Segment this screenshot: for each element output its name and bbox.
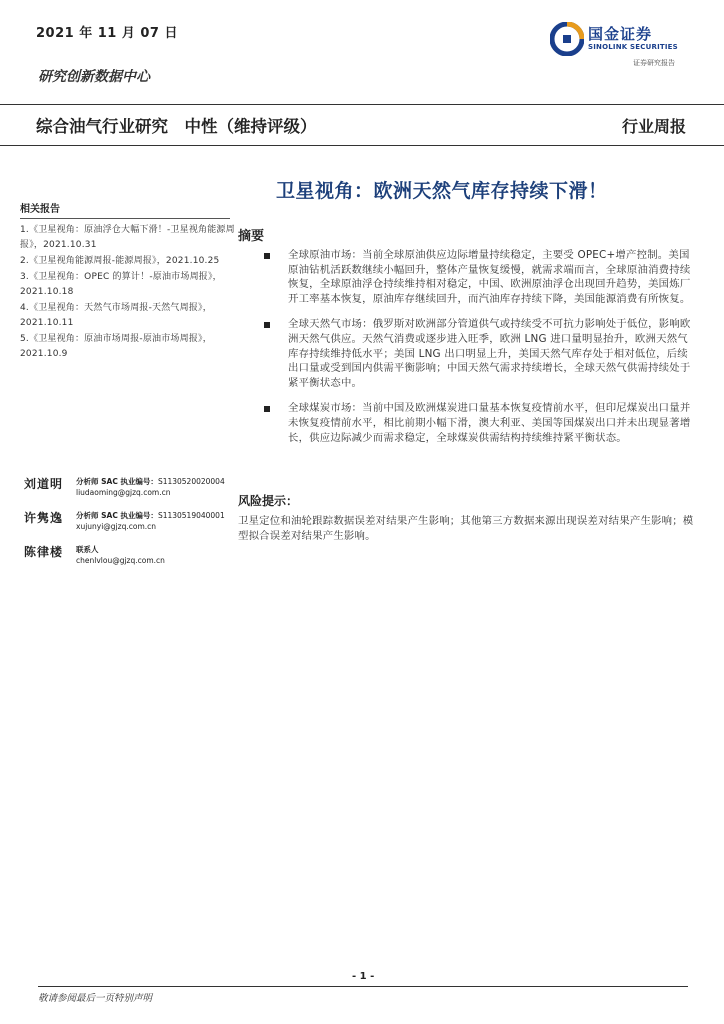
related-report-item: 4.《卫星视角：天然气市场周报-天然气周报》，2021.10.11 <box>20 303 212 328</box>
abstract-bullet-coal <box>258 401 694 445</box>
bullet-text: 全球煤炭市场：当前中国及欧洲煤炭进口量基本恢复疫情前水平，但印尼煤炭出口量并未恢复疫情前水平，相比前期小幅下滑，澳大利亚、美国等国煤炭出口并未出现显著增长，供应边际减少而需求稳定，全球煤炭供需结构持续维持紧平衡状态。 <box>288 402 691 444</box>
bullet-text: 全球天然气市场：俄罗斯对欧洲部分管道供气或持续受不可抗力影响处于低位，影响欧洲天然气供应。天然气消费或逐步进入旺季，欧洲 LNG 进口量明显抬升，欧洲天然气库存持续维持低水平；美国 LNG 出口明显上升，美国天然气库存处于相对低位，后续出口量或受到国内供需平衡影响；中国天然气需求持续增长，全球天然气供需持续处于紧平衡状态中。 <box>288 318 691 389</box>
analyst-sac-number: S1130520020004 <box>157 477 225 486</box>
footer-disclaimer: 敬请参阅最后一页特别声明 <box>38 993 153 1004</box>
footer-divider <box>38 986 688 987</box>
abstract-body <box>258 248 694 456</box>
risk-text: 卫星定位和油轮跟踪数据误差对结果产生影响；其他第三方数据来源出现误差对结果产生影响；模型拟合误差对结果产生影响。 <box>238 515 694 542</box>
bullet-square-icon <box>264 322 270 328</box>
analyst-info <box>76 544 165 566</box>
analyst-list <box>20 473 240 575</box>
logo-name: 国金证券 <box>588 25 653 43</box>
logo-english-name: SINOLINK SECURITIES <box>588 43 678 51</box>
report-type: 行业周报 <box>621 117 686 136</box>
related-report-item: 1.《卫星视角：原油浮仓大幅下滑！-卫星视角能源周报》，2021.10.31 <box>20 225 235 250</box>
page-title: 卫星视角：欧洲天然气库存持续下滑！ <box>276 180 608 202</box>
analyst-info <box>76 510 225 532</box>
analyst-email[interactable]: chenlvlou@gjzq.com.cn <box>76 556 165 565</box>
analyst-sac-label: 分析师 SAC 执业编号： <box>76 511 158 520</box>
related-report-item: 3.《卫星视角：OPEC 的算计！-原油市场周报》，2021.10.18 <box>20 272 222 297</box>
related-reports <box>20 200 240 363</box>
analyst-name: 陈律楼 <box>24 545 64 559</box>
analyst-email[interactable]: xujunyi@gjzq.com.cn <box>76 522 157 531</box>
analyst-entry <box>20 541 240 575</box>
report-date: 2021 年 11 月 07 日 <box>36 26 178 41</box>
analyst-sac-label: 分析师 SAC 执业编号： <box>76 477 158 486</box>
research-center-name: 研究创新数据中心 <box>38 69 150 85</box>
related-reports-heading: 相关报告 <box>20 200 230 219</box>
logo-subtitle: 证券研究报告 <box>633 59 675 67</box>
title-divider <box>0 145 724 146</box>
analyst-entry <box>20 507 240 541</box>
logo-mark-icon <box>550 22 584 56</box>
bullet-square-icon <box>264 406 270 412</box>
analyst-name: 刘道明 <box>24 477 64 491</box>
risk-heading: 风险提示： <box>238 494 299 508</box>
analyst-name: 许隽逸 <box>24 511 64 525</box>
page-number: - 1 - <box>352 971 375 982</box>
bullet-text: 全球原油市场：当前全球原油供应边际增量持续稳定，主要受 OPEC+增产控制。美国原油钻机活跃数继续小幅回升，整体产量恢复缓慢，就需求端而言，全球原油消费持续恢复，全球原油浮仓持续维持相对稳定，中国、欧洲原油浮仓出现回升趋势，美国炼厂开工率基本恢复，原油库存继续回升，而汽油库存持续下降，美国能源消费有所恢复。 <box>288 249 691 305</box>
abstract-bullet-gas <box>258 317 694 390</box>
analyst-entry <box>20 473 240 507</box>
analyst-email[interactable]: liudaoming@gjzq.com.cn <box>76 488 171 497</box>
related-report-item: 2.《卫星视角能源周报-能源周报》，2021.10.25 <box>20 256 220 266</box>
related-report-item: 5.《卫星视角：原油市场周报-原油市场周报》，2021.10.9 <box>20 334 212 359</box>
analyst-sac-number: S1130519040001 <box>157 511 225 520</box>
header-divider <box>0 104 724 105</box>
abstract-bullet-oil <box>258 248 694 306</box>
contact-label: 联系人 <box>76 545 99 554</box>
abstract-heading: 摘要 <box>238 229 265 244</box>
industry-rating-title: 综合油气行业研究 中性（维持评级） <box>36 117 317 136</box>
analyst-info <box>76 476 225 498</box>
bullet-square-icon <box>264 253 270 259</box>
